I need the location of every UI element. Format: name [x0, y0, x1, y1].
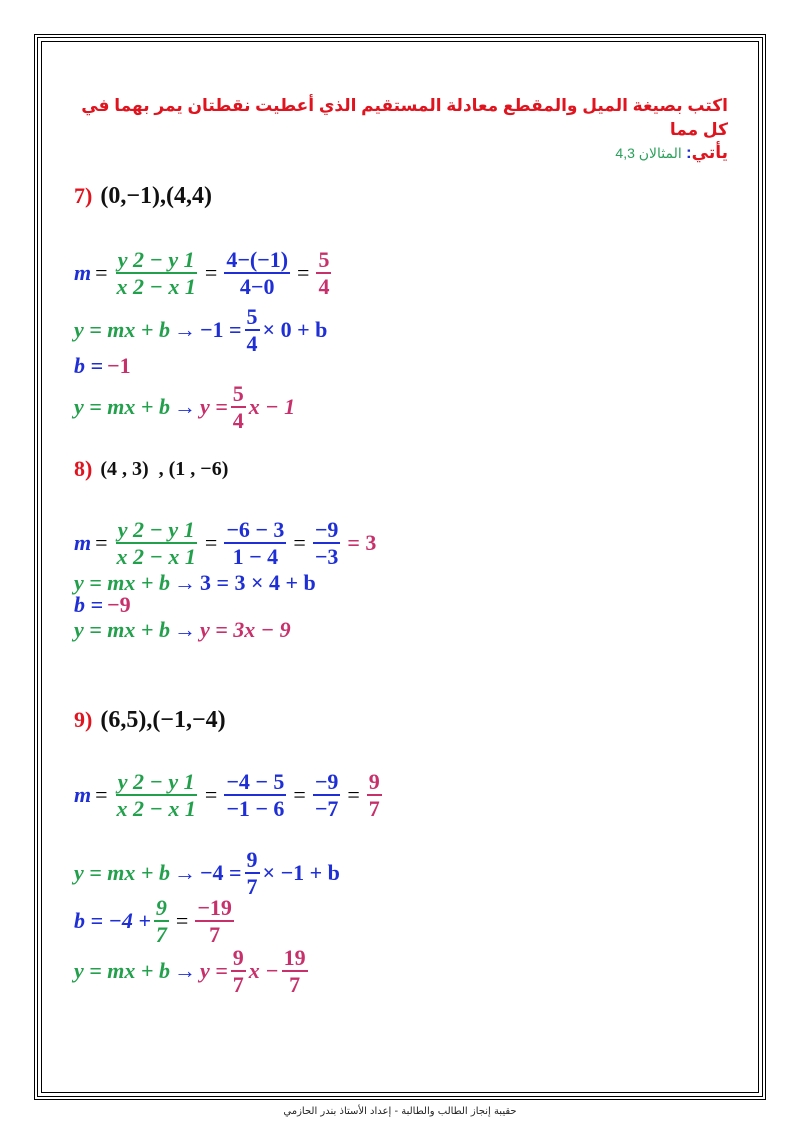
slope-lhs: m — [74, 260, 92, 286]
slope-simplified-frac — [313, 518, 341, 568]
slope-intercept-form: y = mx + b — [74, 317, 170, 343]
equals: = — [95, 260, 108, 286]
arrow: → — [173, 317, 196, 343]
final-frac — [231, 382, 246, 432]
equals: = — [95, 782, 108, 808]
slope-result-frac — [316, 248, 331, 298]
slope-intercept-form: y = mx + b — [74, 570, 170, 595]
problem-9-slope — [74, 770, 385, 820]
final-frac-2 — [282, 946, 308, 996]
final-y: y = — [199, 394, 228, 420]
problem-8-slope — [74, 518, 376, 568]
instructions — [68, 94, 728, 165]
slope-result: = 3 — [347, 530, 377, 556]
frac-num: 19 — [282, 946, 308, 972]
frac-den: 7 — [209, 922, 221, 948]
problem-8-header — [74, 458, 228, 480]
equals: = — [204, 782, 218, 808]
frac-num: 4−(−1) — [224, 248, 290, 274]
equals: = — [293, 782, 306, 808]
problem-9-substitution — [74, 848, 340, 898]
slope-intercept-form: y = mx + b — [74, 958, 170, 984]
frac-den: −1 − 6 — [226, 796, 285, 822]
frac-den: 7 — [289, 972, 301, 998]
slope-lhs: m — [74, 782, 92, 808]
problem-7-slope — [74, 248, 334, 298]
problem-9-b-value — [74, 896, 237, 946]
b-rhs: −1 — [107, 353, 131, 378]
problem-number: 7) — [74, 183, 93, 208]
problem-8-substitution — [74, 572, 316, 594]
problem-8-final — [74, 619, 291, 641]
problem-7-substitution — [74, 305, 327, 355]
slope-intercept-form: y = mx + b — [74, 860, 170, 886]
frac-den: 7 — [232, 972, 244, 998]
frac-num: 9 — [231, 946, 246, 972]
final-tail: x − 1 — [248, 394, 296, 420]
problem-9-header — [74, 708, 226, 732]
frac-num: y 2 − y 1 — [116, 770, 197, 796]
instructions-line2 — [68, 142, 728, 165]
arrow: → — [173, 394, 196, 420]
frac-num: −9 — [313, 518, 341, 544]
problem-number: 9) — [74, 707, 93, 732]
b-lhs: b = — [74, 592, 104, 617]
instructions-word: يأتي — [691, 143, 728, 162]
equals: = — [95, 530, 108, 556]
frac-den: x 2 − x 1 — [116, 796, 196, 822]
arrow: → — [173, 958, 196, 984]
final-equation: y = 3x − 9 — [199, 617, 291, 642]
b-result-frac — [195, 896, 234, 946]
problem-7-b-value — [74, 355, 131, 377]
equals: = — [347, 782, 360, 808]
substitution-frac — [245, 305, 260, 355]
problem-points: (4 , 3) , (1 , −6) — [100, 458, 229, 480]
frac-num: 5 — [316, 248, 331, 274]
frac-den: 7 — [155, 922, 167, 948]
substitution-tail: × −1 + b — [262, 860, 340, 886]
instructions-reference: المثالان 4,3 — [615, 145, 682, 161]
equals: = — [175, 908, 189, 934]
frac-den: 4 — [246, 331, 258, 357]
frac-den: 7 — [246, 874, 258, 900]
page-footer: حقيبة إنجاز الطالب والطالبة - إعداد الأستاذ بندر الحازمي — [283, 1106, 517, 1117]
frac-den: −7 — [314, 796, 339, 822]
frac-den: 1 − 4 — [232, 544, 279, 570]
equals: = — [204, 530, 218, 556]
substitution-lhs: −1 = — [199, 317, 242, 343]
frac-num: y 2 − y 1 — [116, 518, 197, 544]
slope-values-frac — [224, 248, 290, 298]
frac-num: 9 — [245, 848, 260, 874]
frac-den: x 2 − x 1 — [116, 544, 196, 570]
frac-den: −3 — [314, 544, 339, 570]
slope-values-frac — [224, 770, 286, 820]
frac-num: −4 − 5 — [224, 770, 286, 796]
slope-formula-frac — [115, 518, 198, 568]
slope-lhs: m — [74, 530, 92, 556]
problem-number: 8) — [74, 456, 93, 481]
slope-values-frac — [224, 518, 286, 568]
equals: = — [297, 260, 310, 286]
frac-den: 4 — [318, 274, 330, 300]
substitution-frac — [245, 848, 260, 898]
slope-result-frac — [367, 770, 382, 820]
slope-intercept-form: y = mx + b — [74, 617, 170, 642]
slope-intercept-form: y = mx + b — [74, 394, 170, 420]
substitution: 3 = 3 × 4 + b — [199, 570, 316, 595]
slope-simplified-frac — [313, 770, 341, 820]
arrow: → — [173, 570, 196, 595]
slope-formula-frac — [115, 770, 198, 820]
substitution-tail: × 0 + b — [262, 317, 328, 343]
frac-num: −6 − 3 — [224, 518, 286, 544]
problem-7-final — [74, 382, 295, 432]
b-frac — [154, 896, 169, 946]
substitution-lhs: −4 = — [199, 860, 242, 886]
final-y: y = — [199, 958, 228, 984]
equals: = — [293, 530, 306, 556]
problem-8-b-value — [74, 594, 131, 616]
b-rhs: −9 — [107, 592, 131, 617]
problem-points: (6,5),(−1,−4) — [100, 707, 226, 733]
problem-7-header — [74, 184, 212, 208]
frac-den: x 2 − x 1 — [116, 274, 196, 300]
final-mid: x − — [248, 958, 279, 984]
final-frac — [231, 946, 246, 996]
frac-num: 9 — [367, 770, 382, 796]
frac-den: 4 — [232, 408, 244, 434]
frac-den: 7 — [368, 796, 380, 822]
instructions-colon: : — [685, 143, 692, 162]
frac-num: −19 — [195, 896, 234, 922]
b-lhs: b = — [74, 353, 104, 378]
slope-formula-frac — [115, 248, 198, 298]
instructions-line1: اكتب بصيغة الميل والمقطع معادلة المستقيم الذي أعطيت نقطتان يمر بهما في كل مما — [81, 96, 728, 139]
problem-9-final — [74, 946, 311, 996]
arrow: → — [173, 860, 196, 886]
frac-num: 5 — [231, 382, 246, 408]
frac-num: y 2 − y 1 — [116, 248, 197, 274]
frac-num: 9 — [154, 896, 169, 922]
problem-points: (0,−1),(4,4) — [100, 183, 212, 209]
frac-num: 5 — [245, 305, 260, 331]
equals: = — [204, 260, 218, 286]
b-lhs: b = −4 + — [74, 908, 151, 934]
frac-num: −9 — [313, 770, 341, 796]
arrow: → — [173, 617, 196, 642]
frac-den: 4−0 — [239, 274, 275, 300]
